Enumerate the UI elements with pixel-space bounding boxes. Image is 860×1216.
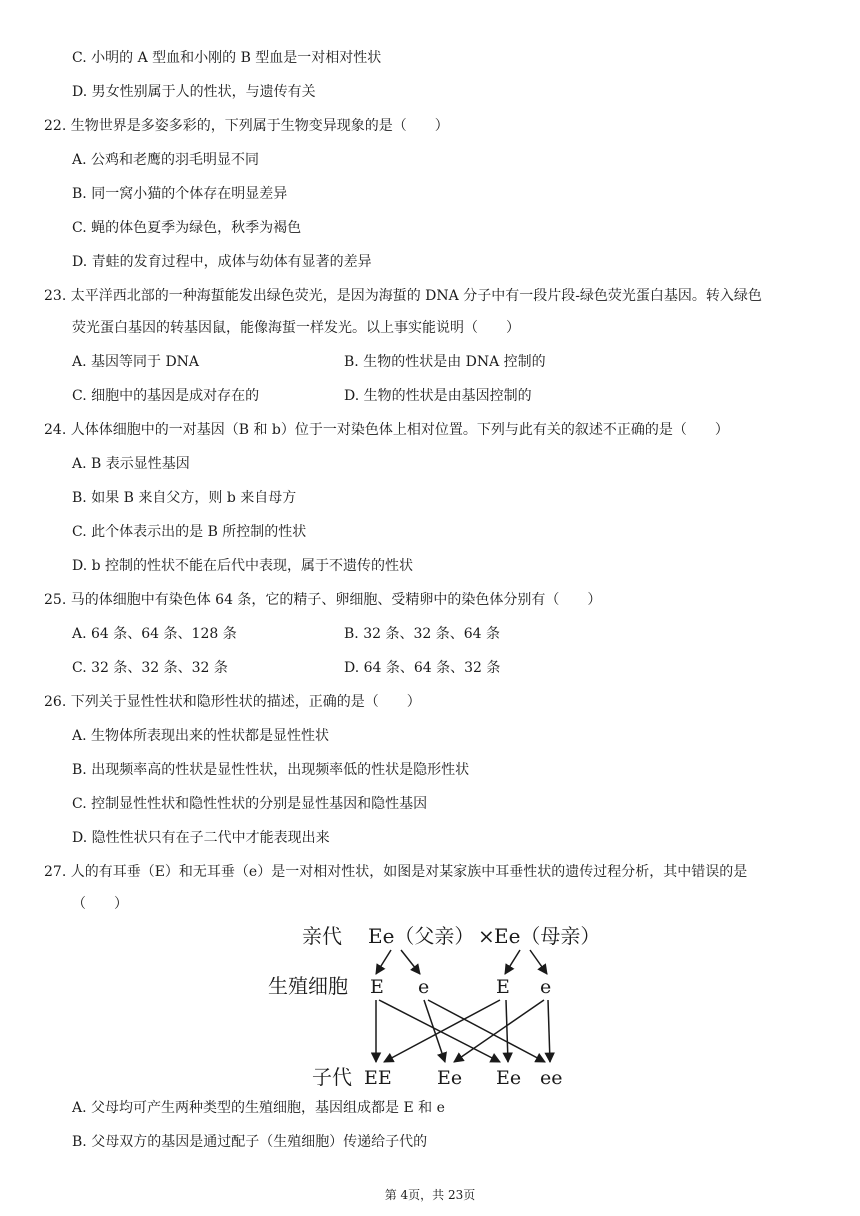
q22-option-b: B. 同一窝小猫的个体存在明显差异	[72, 186, 288, 202]
row-label-child: 子代	[312, 1065, 352, 1089]
child-ee: ee	[540, 1067, 563, 1089]
cross-symbol: ×	[478, 924, 495, 948]
q27-option-b: B. 父母双方的基因是通过配子（生殖细胞）传递给子代的	[72, 1134, 428, 1150]
arrow-mother-to-E	[505, 950, 520, 974]
arrow-mE-to-Ee2	[506, 1000, 508, 1062]
q23-option-c: C. 细胞中的基因是成对存在的	[72, 388, 260, 404]
q21-option-c: C. 小明的 A 型血和小刚的 B 型血是一对相对性状	[72, 50, 382, 66]
page-footer: 第 4页，共 23页	[384, 1188, 476, 1202]
arrow-fe-to-Ee1	[424, 1000, 445, 1062]
child-Ee-1: Ee	[437, 1067, 463, 1089]
row-label-parent: 亲代	[302, 924, 342, 948]
q24-option-d: D. b 控制的性状不能在后代中表现，属于不遗传的性状	[72, 558, 414, 574]
arrow-father-to-E	[376, 950, 391, 974]
q27-stem-line2: （ ）	[72, 896, 128, 912]
arrow-mother-to-e	[530, 950, 547, 974]
q24-option-a: A. B 表示显性基因	[72, 456, 190, 472]
q25-option-b: B. 32 条、32 条、64 条	[344, 626, 500, 642]
q25-option-c: C. 32 条、32 条、32 条	[72, 660, 228, 676]
row-label-gamete: 生殖细胞	[268, 974, 348, 998]
arrow-me-to-ee	[548, 1000, 550, 1062]
q23-option-b: B. 生物的性状是由 DNA 控制的	[344, 354, 546, 370]
q26-option-c: C. 控制显性性状和隐性性状的分别是显性基因和隐性基因	[72, 796, 428, 812]
q26-option-d: D. 隐性性状只有在子二代中才能表现出来	[72, 830, 330, 846]
child-Ee-2: Ee	[496, 1067, 522, 1089]
father-genotype: Ee（父亲）	[368, 924, 475, 948]
q24-stem: 24. 人体体细胞中的一对基因（B 和 b）位于一对染色体上相对位置。下列与此有关的叙述不正确的是（ ）	[44, 422, 729, 438]
q23-option-d: D. 生物的性状是由基因控制的	[344, 388, 532, 404]
q26-option-a: A. 生物体所表现出来的性状都是显性性状	[72, 728, 330, 744]
q27-stem-line1: 27. 人的有耳垂（E）和无耳垂（e）是一对相对性状，如图是对某家族中耳垂性状的遗传过程分析，其中错误的是	[44, 864, 748, 880]
q21-option-d: D. 男女性别属于人的性状，与遗传有关	[72, 84, 316, 100]
q25-option-d: D. 64 条、64 条、32 条	[344, 660, 501, 676]
q27-option-a: A. 父母均可产生两种类型的生殖细胞，基因组成都是 E 和 e	[72, 1100, 445, 1116]
arrow-fE-to-Ee2	[379, 1000, 500, 1062]
q22-option-d: D. 青蛙的发育过程中，成体与幼体有显著的差异	[72, 254, 372, 270]
arrow-fe-to-ee	[428, 1000, 545, 1062]
q22-option-c: C. 蝇的体色夏季为绿色，秋季为褐色	[72, 220, 302, 236]
q23-stem-line1: 23. 太平洋西北部的一种海蜇能发出绿色荧光，是因为海蜇的 DNA 分子中有一段片段-绿色荧光蛋白基因。转入绿色	[44, 288, 762, 304]
gamete-mother-E: E	[496, 976, 510, 998]
q22-option-a: A. 公鸡和老鹰的羽毛明显不同	[72, 152, 260, 168]
gamete-father-E: E	[370, 976, 384, 998]
arrow-mE-to-EE	[384, 1000, 500, 1062]
q23-option-a: A. 基因等同于 DNA	[72, 354, 200, 370]
q22-stem: 22. 生物世界是多姿多彩的，下列属于生物变异现象的是（ ）	[44, 118, 449, 134]
q25-stem: 25. 马的体细胞中有染色体 64 条，它的精子、卵细胞、受精卵中的染色体分别有（ ）	[44, 592, 602, 608]
mother-genotype: Ee（母亲）	[494, 924, 601, 948]
child-EE: EE	[364, 1067, 392, 1089]
q26-option-b: B. 出现频率高的性状是显性性状，出现频率低的性状是隐形性状	[72, 762, 470, 778]
q23-stem-line2: 荧光蛋白基因的转基因鼠，能像海蜇一样发光。以上事实能说明（ ）	[72, 320, 520, 336]
q25-option-a: A. 64 条、64 条、128 条	[72, 626, 237, 642]
arrow-father-to-e	[401, 950, 420, 974]
gamete-mother-e: e	[540, 976, 552, 998]
arrow-me-to-Ee1	[454, 1000, 544, 1062]
q24-option-c: C. 此个体表示出的是 B 所控制的性状	[72, 524, 307, 540]
q24-option-b: B. 如果 B 来自父方，则 b 来自母方	[72, 490, 297, 506]
q26-stem: 26. 下列关于显性性状和隐形性状的描述，正确的是（ ）	[44, 694, 421, 710]
gamete-father-e: e	[418, 976, 430, 998]
